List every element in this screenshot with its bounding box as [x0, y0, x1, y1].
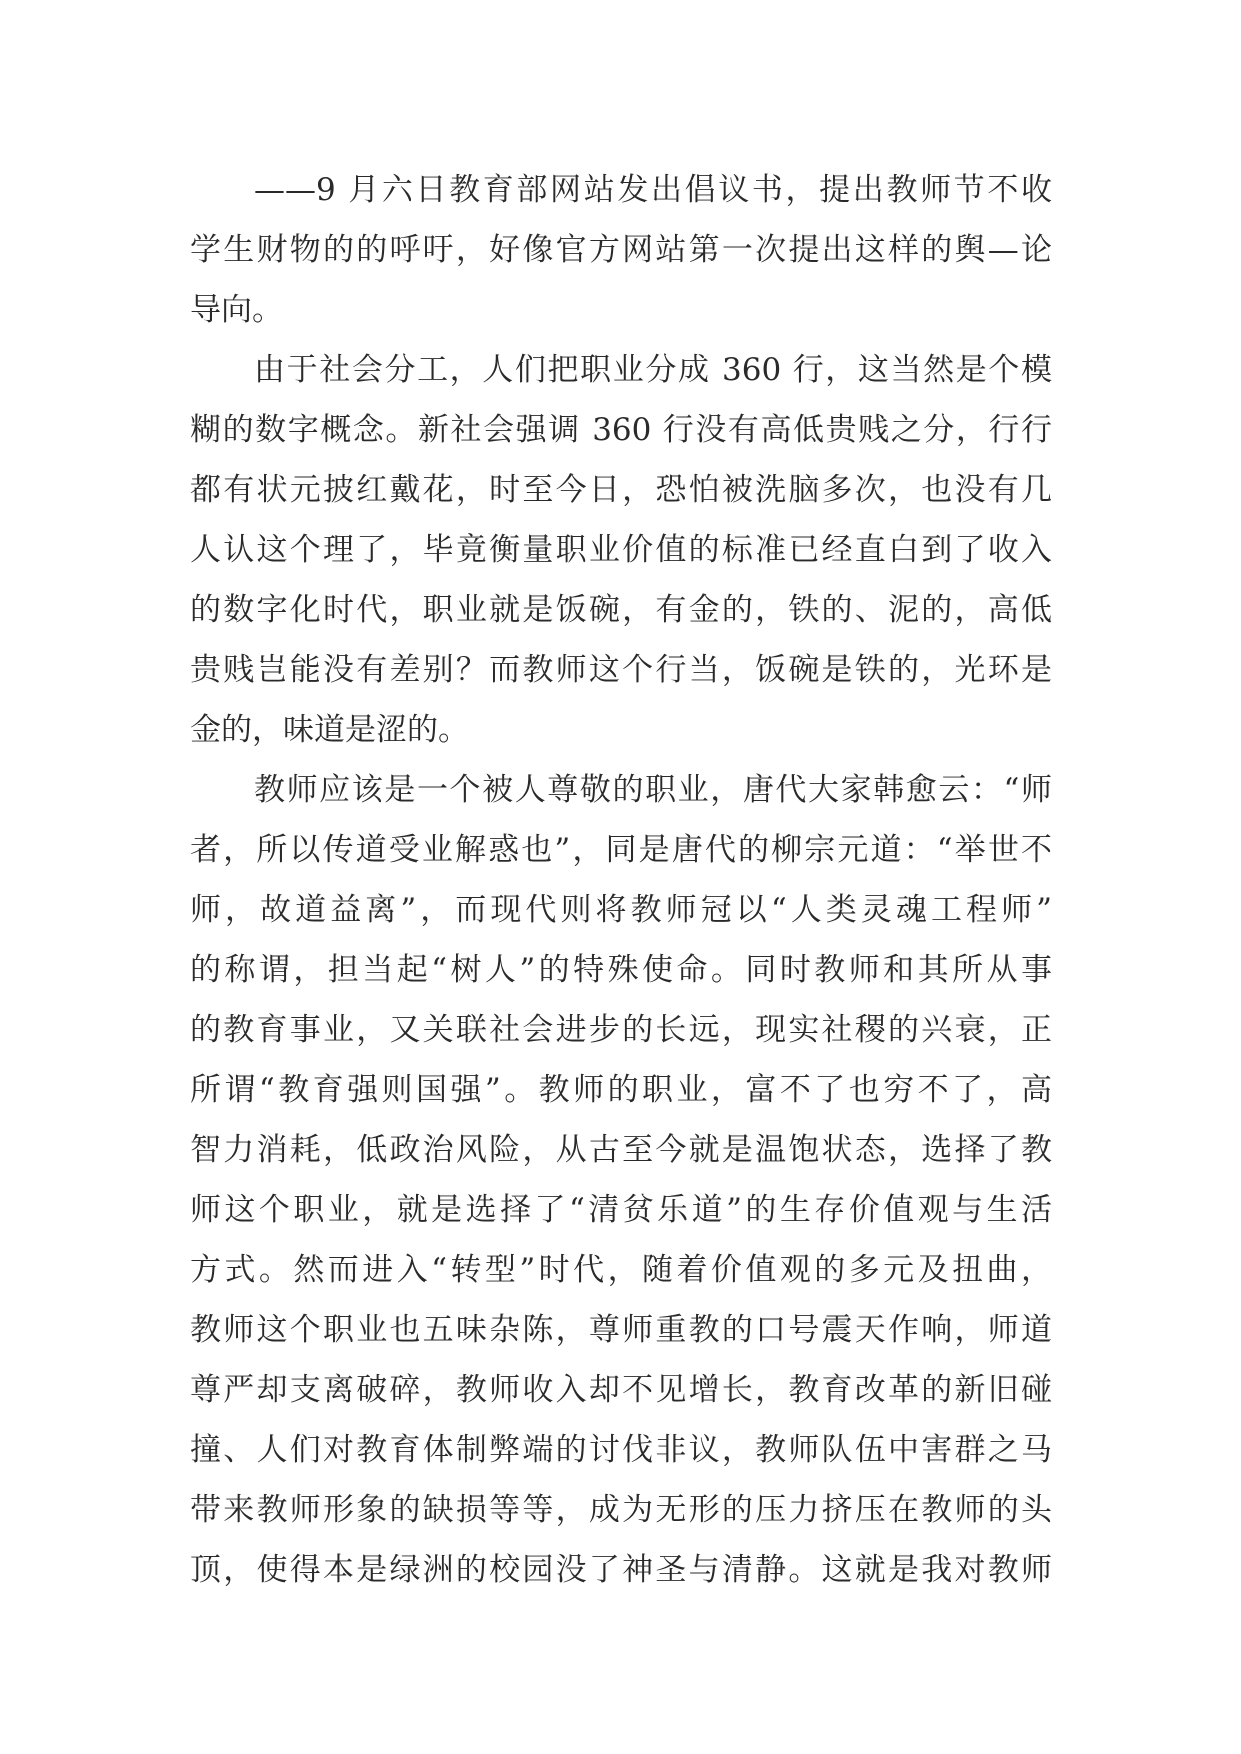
text-line: 尊严却支离破碎，教师收入却不见增长，教育改革的新旧碰: [190, 1372, 1052, 1408]
text-line: 师，故道益离”，而现代则将教师冠以“人类灵魂工程师”: [190, 892, 1052, 928]
text-line: 的数字化时代，职业就是饭碗，有金的，铁的、泥的，高低: [190, 592, 1052, 628]
text-line: 师这个职业，就是选择了“清贫乐道”的生存价值观与生活: [190, 1192, 1052, 1228]
text-line: 撞、人们对教育体制弊端的讨伐非议，教师队伍中害群之马: [190, 1432, 1052, 1468]
paragraph: [190, 340, 1052, 760]
text-line: 人认这个理了，毕竟衡量职业价值的标准已经直白到了收入: [190, 532, 1052, 568]
text-line: 教师这个职业也五味杂陈，尊师重教的口号震天作响，师道: [190, 1312, 1052, 1348]
text-line: 带来教师形象的缺损等等，成为无形的压力挤压在教师的头: [190, 1492, 1052, 1528]
text-line: ——9 月六日教育部网站发出倡议书，提出教师节不收: [254, 172, 1052, 208]
text-line: 顶，使得本是绿洲的校园没了神圣与清静。这就是我对教师: [190, 1552, 1052, 1588]
paragraph: [190, 160, 1052, 340]
text-line: 的称谓，担当起“树人”的特殊使命。同时教师和其所从事: [190, 952, 1052, 988]
text-line: 糊的数字概念。新社会强调 360 行没有高低贵贱之分，行行: [190, 412, 1052, 448]
text-line: 都有状元披红戴花，时至今日，恐怕被洗脑多次，也没有几: [190, 472, 1052, 508]
text-line: 由于社会分工，人们把职业分成 360 行，这当然是个模: [254, 352, 1052, 388]
text-line: 金的，味道是涩的。: [190, 712, 469, 748]
text-line: 者，所以传道受业解惑也”，同是唐代的柳宗元道：“举世不: [190, 832, 1052, 868]
text-line: 教师应该是一个被人尊敬的职业，唐代大家韩愈云：“师: [254, 772, 1052, 808]
text-line: 贵贱岂能没有差别？而教师这个行当，饭碗是铁的，光环是: [190, 652, 1052, 688]
text-line: 学生财物的的呼吁，好像官方网站第一次提出这样的舆—论: [190, 232, 1052, 268]
text-line: 导向。: [190, 292, 283, 328]
text-line: 所谓“教育强则国强”。教师的职业，富不了也穷不了，高: [190, 1072, 1052, 1108]
text-line: 的教育事业，又关联社会进步的长远，现实社稷的兴衰，正: [190, 1012, 1052, 1048]
text-line: 方式。然而进入“转型”时代，随着价值观的多元及扭曲，: [190, 1252, 1052, 1288]
paragraph: [190, 760, 1052, 1600]
text-line: 智力消耗，低政治风险，从古至今就是温饱状态，选择了教: [190, 1132, 1052, 1168]
body-text: [190, 160, 1052, 1600]
